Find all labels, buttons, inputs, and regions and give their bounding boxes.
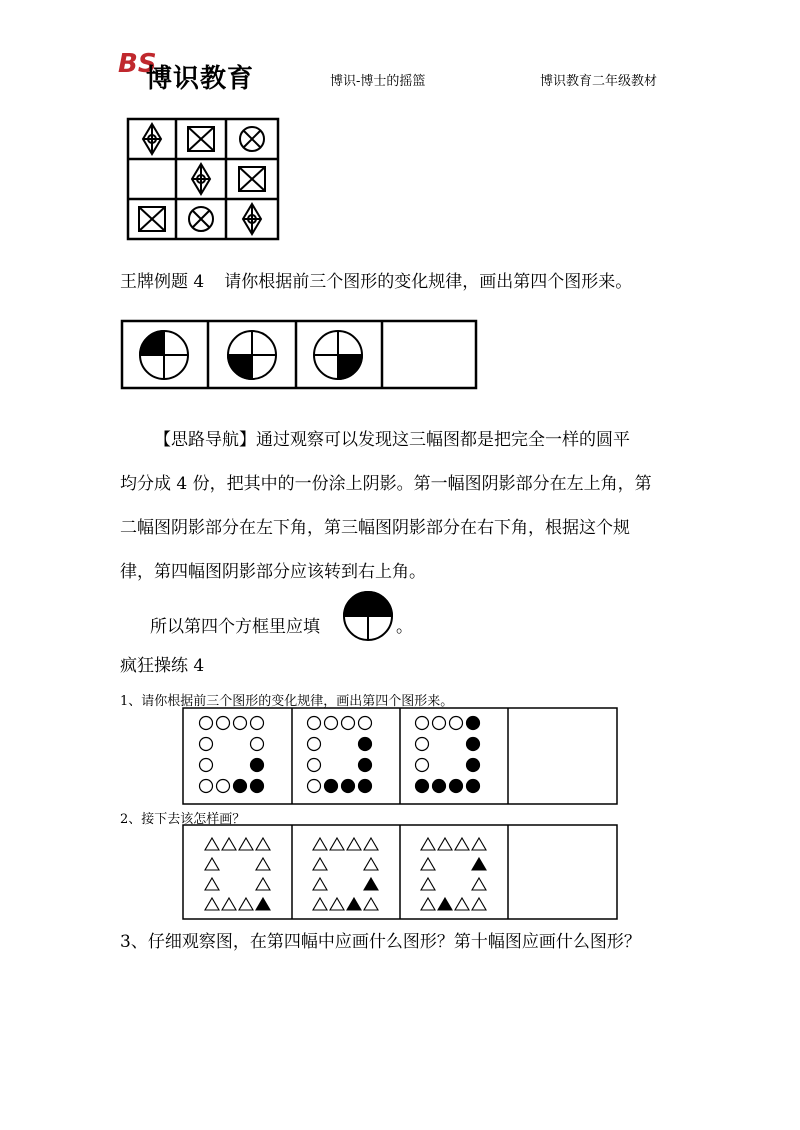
empty-triangle-icon [347, 838, 361, 850]
empty-triangle-icon [205, 878, 219, 890]
filled-triangle-icon [347, 898, 361, 910]
empty-triangle-icon [330, 898, 344, 910]
filled-circle-icon [251, 759, 264, 772]
analysis-line-1: 【思路导航】通过观察可以发现这三幅图都是把完全一样的圆平 [154, 430, 630, 450]
empty-circle-icon [433, 717, 446, 730]
example-label: 王牌例题 4 [120, 272, 205, 292]
empty-circle-icon [308, 717, 321, 730]
empty-triangle-icon [364, 838, 378, 850]
brand-name: 博识教育 [146, 64, 255, 94]
filled-circle-icon [342, 780, 355, 793]
header-center-text: 博识-博士的摇篮 [330, 74, 426, 89]
empty-circle-icon [251, 738, 264, 751]
analysis-line-3: 二幅图阴影部分在左下角，第三幅图阴影部分在右下角，根据这个规 [120, 518, 630, 538]
empty-triangle-icon [256, 858, 270, 870]
empty-triangle-icon [472, 838, 486, 850]
filled-circle-icon [359, 738, 372, 751]
empty-circle-icon [308, 759, 321, 772]
filled-circle-icon [467, 759, 480, 772]
empty-triangle-icon [205, 858, 219, 870]
empty-circle-icon [217, 780, 230, 793]
filled-circle-icon [416, 780, 429, 793]
filled-circle-icon [359, 759, 372, 772]
answer-quarter-circle-icon [340, 588, 396, 644]
empty-circle-icon [200, 717, 213, 730]
filled-circle-icon [359, 780, 372, 793]
filled-circle-icon [467, 717, 480, 730]
empty-circle-icon [251, 717, 264, 730]
empty-triangle-icon [472, 898, 486, 910]
empty-triangle-icon [438, 838, 452, 850]
practice-title: 疯狂操练 4 [120, 656, 205, 676]
empty-triangle-icon [205, 898, 219, 910]
filled-circle-icon [325, 780, 338, 793]
filled-triangle-icon [256, 898, 270, 910]
analysis-line-4: 律，第四幅图阴影部分应该转到右上角。 [120, 562, 426, 582]
empty-triangle-icon [256, 838, 270, 850]
empty-triangle-icon [313, 838, 327, 850]
empty-circle-icon [308, 738, 321, 751]
triangle-pattern-figure [182, 824, 618, 920]
example-prompt: 请你根据前三个图形的变化规律，画出第四个图形来。 [224, 272, 633, 292]
empty-circle-icon [234, 717, 247, 730]
filled-circle-icon [450, 780, 463, 793]
empty-circle-icon [342, 717, 355, 730]
filled-circle-icon [467, 780, 480, 793]
empty-circle-icon [217, 717, 230, 730]
header [0, 0, 800, 100]
quarter-circle-2 [228, 331, 276, 379]
quarter-circle-3 [314, 331, 362, 379]
empty-circle-icon [416, 717, 429, 730]
empty-circle-icon [416, 738, 429, 751]
question-2: 2、接下去该怎样画？ [120, 812, 246, 827]
question-3: 3、仔细观察图，在第四幅中应画什么图形？第十幅图应画什么图形？ [120, 932, 641, 952]
filled-circle-icon [234, 780, 247, 793]
empty-triangle-icon [239, 898, 253, 910]
header-right-text: 博识教育二年级教材 [540, 74, 658, 89]
empty-triangle-icon [364, 898, 378, 910]
empty-triangle-icon [421, 878, 435, 890]
empty-triangle-icon [222, 898, 236, 910]
logo-mark: BS [118, 49, 157, 79]
empty-circle-icon [450, 717, 463, 730]
empty-triangle-icon [313, 858, 327, 870]
circle-pattern-figure [182, 707, 618, 805]
empty-circle-icon [200, 780, 213, 793]
empty-triangle-icon [256, 878, 270, 890]
answer-prefix: 所以第四个方框里应填 [150, 617, 320, 637]
filled-triangle-icon [438, 898, 452, 910]
empty-triangle-icon [313, 898, 327, 910]
empty-circle-icon [359, 717, 372, 730]
filled-circle-icon [433, 780, 446, 793]
filled-circle-icon [251, 780, 264, 793]
empty-triangle-icon [364, 858, 378, 870]
empty-circle-icon [308, 780, 321, 793]
empty-triangle-icon [313, 878, 327, 890]
empty-circle-icon [200, 738, 213, 751]
analysis-paragraph [120, 418, 700, 594]
analysis-line-2: 均分成 4 份，把其中的一份涂上阴影。第一幅图阴影部分在左上角，第 [120, 474, 652, 494]
empty-triangle-icon [455, 838, 469, 850]
empty-triangle-icon [421, 898, 435, 910]
question-1: 1、请你根据前三个图形的变化规律，画出第四个图形来。 [120, 694, 454, 709]
empty-triangle-icon [239, 838, 253, 850]
quarter-circle-1 [140, 331, 188, 379]
empty-triangle-icon [222, 838, 236, 850]
symbol-grid-figure [124, 115, 284, 245]
empty-circle-icon [325, 717, 338, 730]
empty-triangle-icon [421, 858, 435, 870]
answer-suffix: 。 [396, 617, 413, 637]
filled-triangle-icon [364, 878, 378, 890]
filled-triangle-icon [472, 858, 486, 870]
example-title [120, 270, 632, 294]
empty-triangle-icon [205, 838, 219, 850]
filled-circle-icon [467, 738, 480, 751]
empty-triangle-icon [330, 838, 344, 850]
empty-circle-icon [416, 759, 429, 772]
empty-triangle-icon [455, 898, 469, 910]
empty-triangle-icon [472, 878, 486, 890]
empty-triangle-icon [421, 838, 435, 850]
empty-circle-icon [200, 759, 213, 772]
quarter-circle-strip [118, 318, 480, 392]
answer-line [150, 615, 320, 639]
